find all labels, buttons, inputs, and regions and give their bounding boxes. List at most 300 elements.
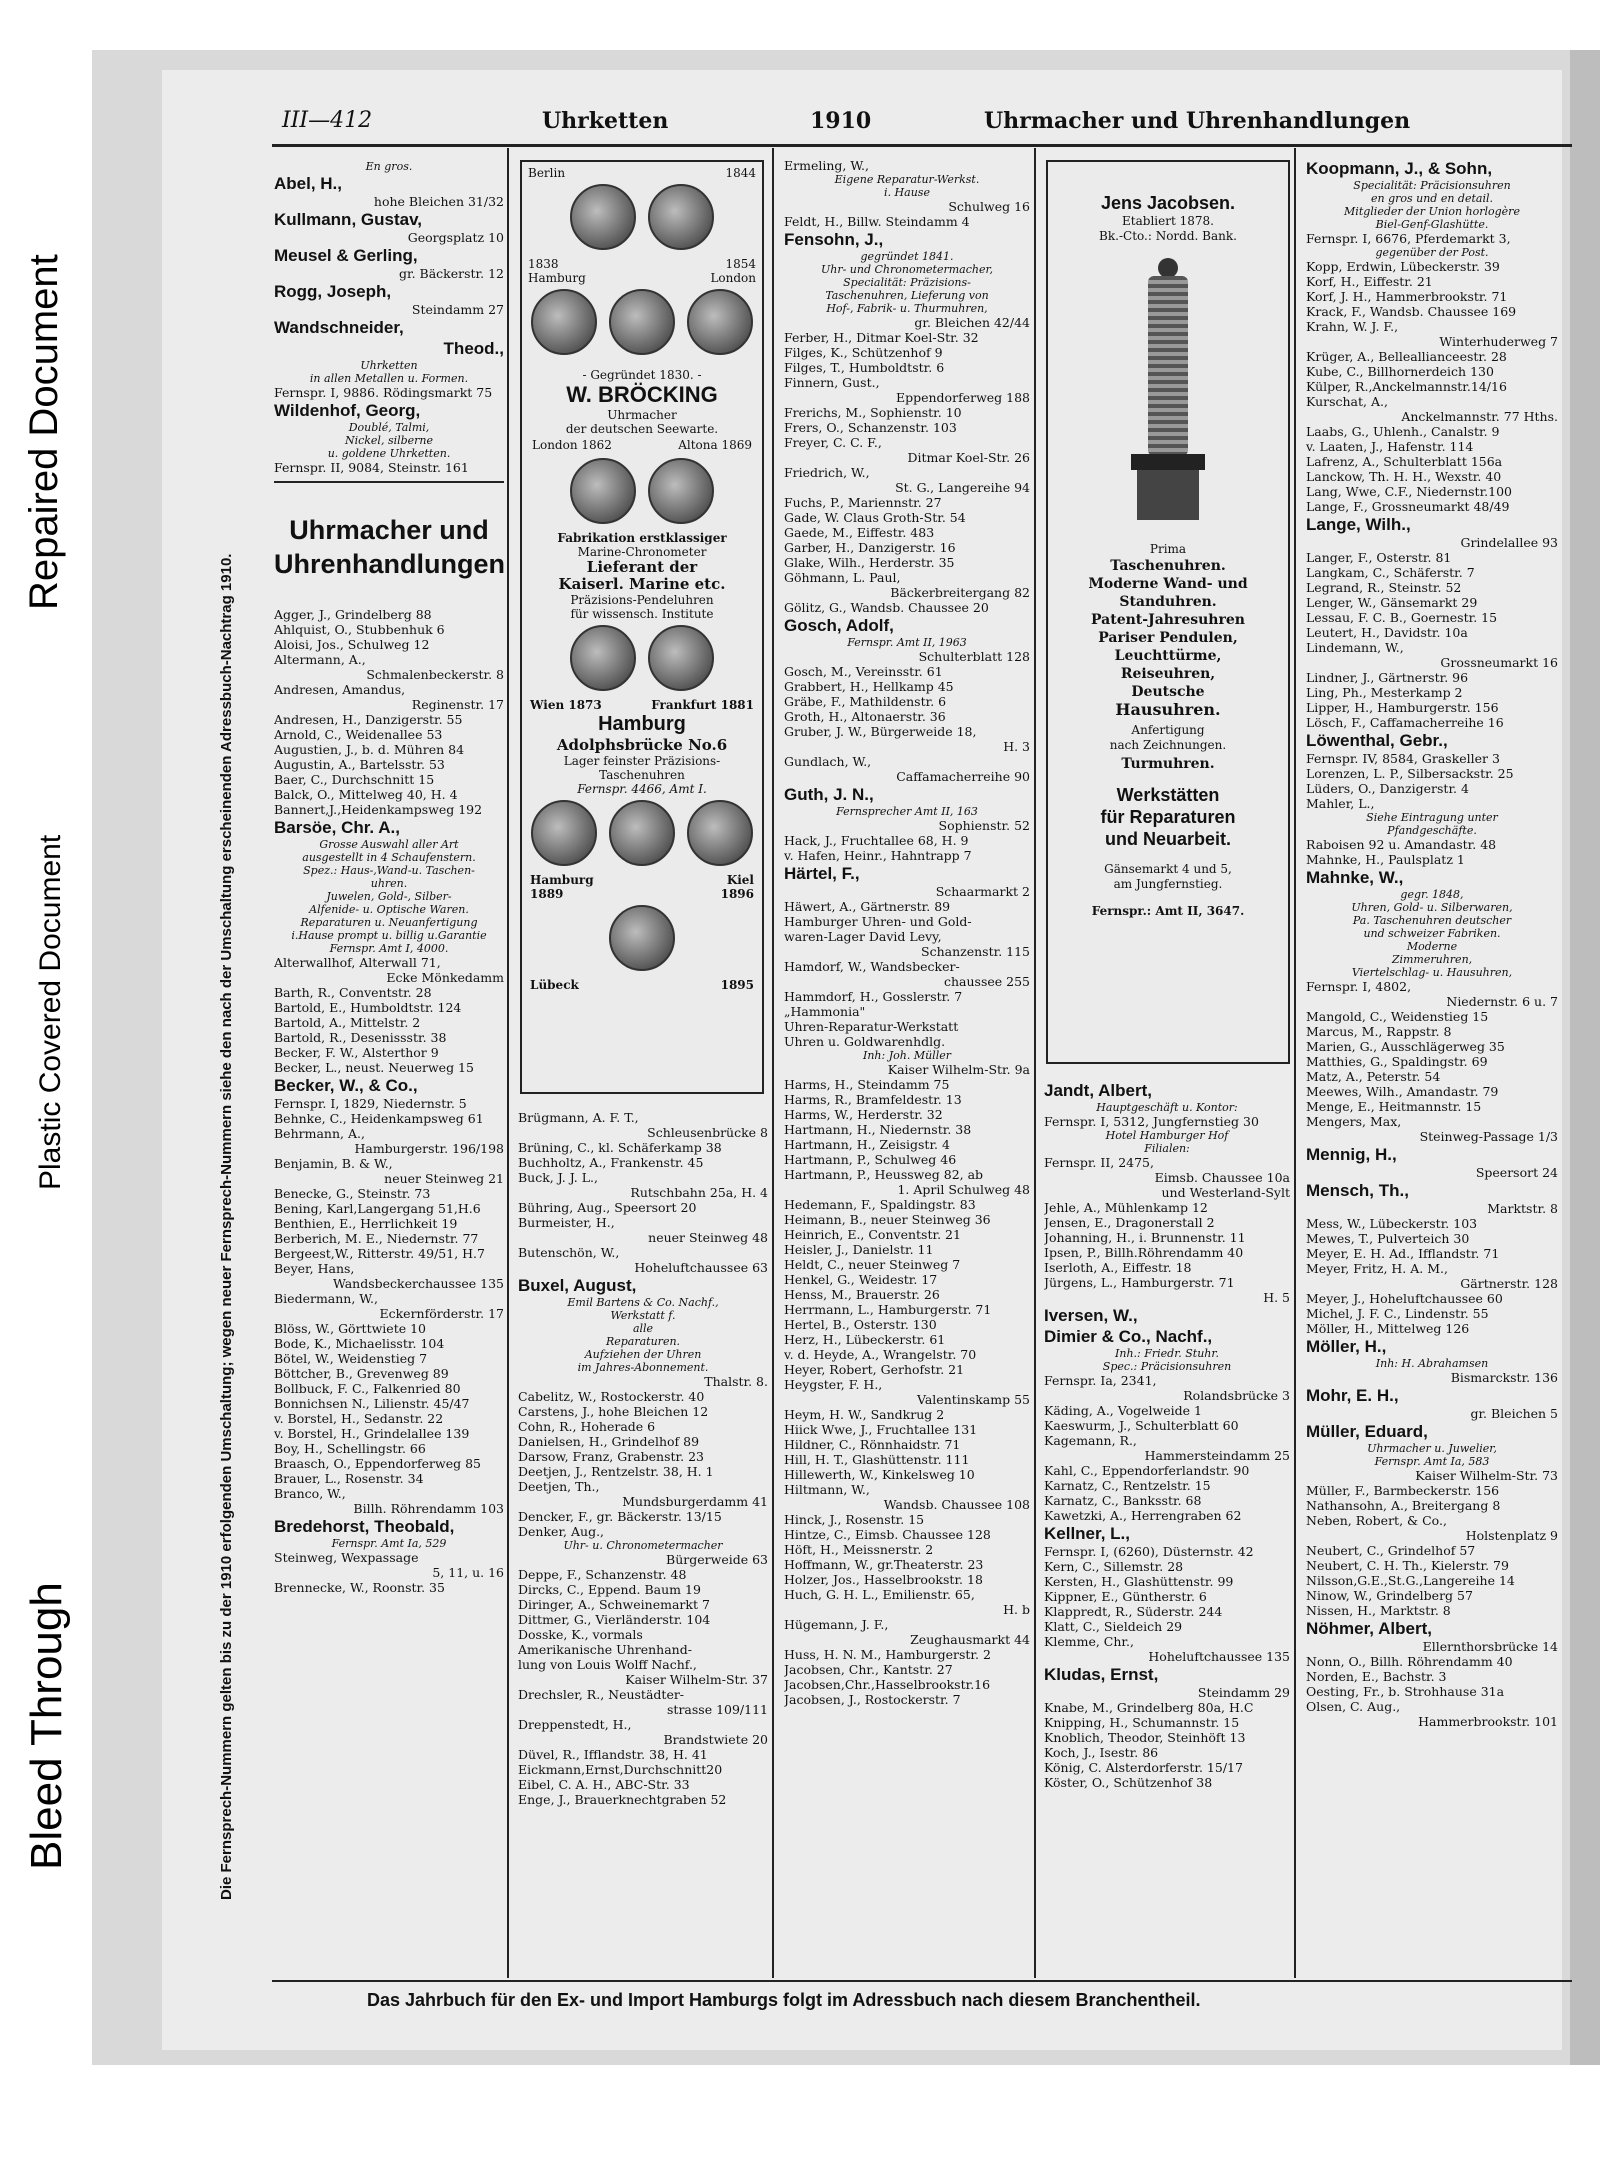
directory-entry: Inh: Joh. Müller: [863, 1049, 951, 1062]
directory-entry: Kaiser Wilhelm-Str. 37: [625, 1672, 768, 1687]
directory-entry: Specialität: Präzisions-: [843, 276, 971, 289]
directory-entry: Harms, R., Bramfeldestr. 13: [784, 1092, 962, 1107]
header-rule: [272, 144, 1572, 147]
directory-entry: Hoheluftchaussee 135: [1148, 1649, 1290, 1664]
directory-entry: Matz, A., Peterstr. 54: [1306, 1069, 1441, 1084]
firm-name: Iversen, W.,: [1044, 1306, 1138, 1325]
directory-entry: Neben, Robert, & Co.,: [1306, 1513, 1447, 1528]
directory-entry: Zeughausmarkt 44: [910, 1632, 1030, 1647]
ad-city-london: London: [710, 271, 756, 285]
directory-entry: Lenger, W., Gänsemarkt 29: [1306, 595, 1478, 610]
directory-entry: Werkstatt f.: [610, 1309, 676, 1322]
directory-entry: Bühring, Aug., Speersort 20: [518, 1200, 697, 1215]
directory-entry: Karnatz, C., Banksstr. 68: [1044, 1493, 1202, 1508]
firm-name: Müller, Eduard,: [1306, 1422, 1428, 1441]
directory-entry: Fernspr. I, 4802,: [1306, 979, 1412, 994]
ad-kiel: Kiel: [726, 873, 754, 887]
ad-established: Etabliert 1878.: [1122, 214, 1214, 228]
directory-entry: hohe Bleichen 31/32: [373, 194, 504, 209]
directory-entry: Henkel, G., Weidestr. 17: [784, 1272, 938, 1287]
directory-entry: Behnke, C., Heidenkampsweg 61: [274, 1111, 484, 1126]
directory-entry: Fernspr. I, (6260), Düsternstr. 42: [1044, 1544, 1254, 1559]
directory-entry: Fernspr. I, 5312, Jungfernstieg 30: [1044, 1114, 1259, 1129]
directory-entry: Lang, Wwe, C.F., Niedernstr.100: [1306, 484, 1513, 499]
directory-entry: Harms, W., Herderstr. 32: [784, 1107, 943, 1122]
firm-name: Gosch, Adolf,: [784, 616, 894, 635]
directory-entry: Nathansohn, A., Breitergang 8: [1306, 1498, 1501, 1513]
directory-entry: Zimmeruhren,: [1391, 953, 1473, 966]
directory-entry: Andresen, H., Danzigerstr. 55: [274, 712, 463, 727]
directory-entry: Georgsplatz 10: [407, 230, 504, 245]
directory-entry: Reparaturen u. Neuanfertigung: [300, 916, 478, 929]
directory-entry: Benjamin, B. & W.,: [274, 1156, 393, 1171]
side-label-strip: [0, 0, 92, 2177]
directory-entry: Lipper, H., Hamburgerstr. 156: [1306, 700, 1499, 715]
directory-entry: Krahn, W. J. F.,: [1306, 319, 1399, 334]
directory-entry: Finnern, Gust.,: [784, 375, 880, 390]
directory-entry: Viertelschlag- u. Hausuhren,: [1351, 966, 1513, 979]
directory-entry: H. 5: [1263, 1290, 1290, 1305]
ad-text: Präzisions-Pendeluhren: [570, 593, 714, 607]
directory-entry: Gruber, J. W., Bürgerweide 18,: [784, 724, 977, 739]
directory-entry: Jensen, E., Dragonerstall 2: [1044, 1215, 1215, 1230]
directory-entry: Branco, W.,: [274, 1486, 346, 1501]
directory-entry: Krack, F., Wandsb. Chaussee 169: [1306, 304, 1517, 319]
directory-entry: Boy, H., Schellingstr. 66: [274, 1441, 426, 1456]
column-1: [274, 160, 504, 1595]
directory-entry: Kern, C., Sillemstr. 28: [1044, 1559, 1184, 1574]
medal-icon: [648, 184, 714, 250]
firm-name: Bredehorst, Theobald,: [274, 1517, 455, 1536]
directory-entry: Raboisen 92 u. Amandastr. 48: [1306, 837, 1497, 852]
directory-entry: Fernspr. I, 9886. Rödingsmarkt 75: [274, 385, 493, 400]
directory-entry: Ling, Ph., Mesterkamp 2: [1306, 685, 1463, 700]
directory-entry: Mess, W., Lübeckerstr. 103: [1306, 1216, 1478, 1231]
firm-name: Fensohn, J.,: [784, 230, 884, 249]
directory-entry: Anckelmannstr. 77 Hths.: [1401, 409, 1558, 424]
ad-year-1889: 1889: [530, 887, 564, 901]
bleed-through-label: Bleed Through: [22, 1582, 71, 1870]
directory-entry: Steindamm 29: [1197, 1685, 1290, 1700]
directory-entry: Jehle, A., Mühlenkamp 12: [1044, 1200, 1208, 1215]
directory-entry: Reginenstr. 17: [411, 697, 504, 712]
directory-entry: Agger, J., Grindelberg 88: [274, 607, 432, 622]
directory-entry: Heyer, Robert, Gerhofstr. 21: [784, 1362, 965, 1377]
firm-name: Mensch, Th.,: [1306, 1181, 1409, 1200]
directory-entry: Neubert, C. H. Th., Kielerstr. 79: [1306, 1558, 1509, 1573]
directory-entry: Heygster, F. H.,: [784, 1377, 883, 1392]
firm-name: Nöhmer, Albert,: [1306, 1619, 1432, 1638]
ad-address: am Jungfernstieg.: [1113, 877, 1223, 891]
directory-entry: Gölitz, G., Wandsb. Chaussee 20: [784, 600, 989, 615]
directory-entry: Langkam, C., Schäferstr. 7: [1306, 565, 1475, 580]
directory-entry: Mahnke, H., Paulsplatz 1: [1306, 852, 1465, 867]
directory-entry: Kurschat, A.,: [1306, 394, 1388, 409]
directory-entry: 1. April Schulweg 48: [897, 1182, 1030, 1197]
page-border: [1570, 50, 1600, 2065]
directory-entry: Langer, F., Osterstr. 81: [1306, 550, 1452, 565]
directory-entry: gegr. 1848,: [1400, 888, 1464, 901]
directory-entry: Kippner, E., Güntherstr. 6: [1044, 1589, 1207, 1604]
ad-text: Anfertigung: [1131, 723, 1205, 737]
directory-entry: Bonnichsen N., Lilienstr. 45/47: [274, 1396, 470, 1411]
directory-entry: Frers, O., Schanzenstr. 103: [784, 420, 957, 435]
ad-product: Moderne Wand- und: [1088, 576, 1248, 592]
directory-entry: Henss, M., Brauerstr. 26: [784, 1287, 940, 1302]
directory-entry: Bismarckstr. 136: [1450, 1370, 1558, 1385]
medal-icon: [687, 289, 753, 355]
directory-entry: Fernspr. I, 6676, Pferdemarkt 3,: [1306, 231, 1511, 246]
ad-product: Patent-Jahresuhren: [1091, 612, 1245, 628]
directory-entry: Enge, J., Brauerknechtgraben 52: [518, 1792, 727, 1807]
firm-name: Löwenthal, Gebr.,: [1306, 731, 1448, 750]
firm-name: Härtel, F.,: [784, 864, 860, 883]
ad-text: Lieferant der: [586, 558, 698, 576]
directory-entry: i.Hause prompt u. billig u.Garantie: [291, 929, 487, 942]
directory-entry: Lindner, J., Gärtnerstr. 96: [1306, 670, 1469, 685]
directory-entry: Andresen, Amandus,: [274, 682, 406, 697]
ad-product: Standuhren.: [1119, 594, 1217, 610]
ad-address: Gänsemarkt 4 und 5,: [1104, 862, 1232, 876]
directory-entry: Schleusenbrücke 8: [647, 1125, 768, 1140]
directory-entry: Legrand, R., Steinstr. 52: [1306, 580, 1462, 595]
directory-entry: Häwert, A., Gärtnerstr. 89: [784, 899, 951, 914]
ad-subtitle: Uhrmacher: [607, 408, 677, 422]
ad-city-hamburg: Hamburg: [528, 271, 586, 285]
directory-entry: v. Borstel, H., Grindelallee 139: [274, 1426, 470, 1441]
directory-entry: Glake, Wilh., Herderstr. 35: [784, 555, 955, 570]
directory-entry: Jacobsen, Chr., Kantstr. 27: [784, 1662, 953, 1677]
directory-entry: Hotel Hamburger Hof: [1105, 1129, 1229, 1142]
directory-entry: Eckernförderstr. 17: [379, 1306, 504, 1321]
directory-entry: Lafrenz, A., Schulterblatt 156a: [1306, 454, 1503, 469]
directory-entry: Hartmann, P., Schulweg 46: [784, 1152, 957, 1167]
directory-entry: Olsen, C. Aug.,: [1306, 1699, 1401, 1714]
directory-entry: Garber, H., Danzigerstr. 16: [784, 540, 956, 555]
directory-entry: Kube, C., Billhornerdeich 130: [1306, 364, 1494, 379]
ad-luebeck: Lübeck: [530, 978, 579, 992]
plastic-covered-label: Plastic Covered Document: [34, 834, 67, 1190]
directory-entry: Höft, H., Meissnerstr. 2: [784, 1542, 934, 1557]
directory-entry: Ditmar Koel-Str. 26: [907, 450, 1030, 465]
directory-entry: Balck, O., Mittelweg 40, H. 4: [274, 787, 458, 802]
directory-entry: Hiltmann, W.,: [784, 1482, 870, 1497]
directory-entry: Hof-, Fabrik- u. Thurmuhren,: [826, 302, 988, 315]
directory-entry: Marktstr. 8: [1487, 1201, 1558, 1216]
directory-entry: Böttcher, B., Grevenweg 89: [274, 1366, 449, 1381]
directory-entry: neuer Steinweg 21: [384, 1171, 504, 1186]
directory-entry: Uhr- und Chronometermacher,: [820, 263, 994, 276]
directory-entry: H. 3: [1003, 739, 1030, 754]
medal-icon: [687, 800, 753, 866]
directory-entry: gr. Bleichen 42/44: [914, 315, 1030, 330]
directory-entry: Schulweg 16: [948, 199, 1030, 214]
firm-name: Koopmann, J., & Sohn,: [1306, 159, 1493, 178]
directory-entry: Grosse Auswahl aller Art: [319, 838, 459, 851]
directory-entry: Meyer, J., Hoheluftchaussee 60: [1306, 1291, 1503, 1306]
footer-rule: [272, 1980, 1572, 1982]
directory-entry: Fernspr. II, 2475,: [1044, 1155, 1154, 1170]
jacobsen-advertisement: [1046, 160, 1290, 1064]
directory-entry: Bürgerweide 63: [666, 1552, 768, 1567]
directory-entry: Buck, J. J. L.,: [518, 1170, 598, 1185]
directory-entry: Kaiser Wilhelm-Str. 73: [1415, 1468, 1558, 1483]
directory-entry: Ellernthorsbrücke 14: [1422, 1639, 1558, 1654]
directory-entry: Brandstwiete 20: [663, 1732, 768, 1747]
directory-entry: Ferber, H., Ditmar Koel-Str. 32: [784, 330, 979, 345]
directory-entry: in allen Metallen u. Formen.: [309, 372, 469, 385]
ad-text: Lager feinster Präzisions-: [563, 754, 721, 768]
directory-entry: chaussee 255: [943, 974, 1030, 989]
directory-entry: Heimann, B., neuer Steinweg 36: [784, 1212, 991, 1227]
directory-entry: Uhren u. Goldwarenhdlg.: [784, 1034, 946, 1049]
column-5: [1306, 158, 1558, 1729]
directory-entry: Hammerbrookstr. 101: [1418, 1714, 1558, 1729]
directory-entry: Möller, H., Mittelweg 126: [1306, 1321, 1470, 1336]
directory-entry: Klappredt, R., Süderstr. 244: [1044, 1604, 1223, 1619]
directory-entry: Uhr- u. Chronometermacher: [563, 1539, 723, 1552]
ad-text: für wissensch. Institute: [570, 607, 714, 621]
medal-icon: [648, 458, 714, 524]
directory-entry: Biedermann, W.,: [274, 1291, 378, 1306]
directory-entry: Kahl, C., Eppendorferlandstr. 90: [1044, 1463, 1250, 1478]
directory-entry: Hinck, J., Rosenstr. 15: [784, 1512, 925, 1527]
directory-entry: Lorenzen, L. P., Silbersackstr. 25: [1306, 766, 1514, 781]
directory-entry: Winterhuderweg 7: [1439, 334, 1558, 349]
directory-entry: Marien, G., Ausschlägerweg 35: [1306, 1039, 1505, 1054]
directory-entry: Ermeling, W.,: [784, 158, 869, 173]
directory-sheet: [162, 70, 1562, 2050]
directory-entry: Freyer, C. C. F.,: [784, 435, 882, 450]
directory-entry: strasse 109/111: [667, 1702, 768, 1717]
directory-entry: Dircks, C., Eppend. Baum 19: [518, 1582, 701, 1597]
directory-entry: Bartold, A., Mittelstr. 2: [274, 1015, 421, 1030]
directory-entry: Filges, T., Humboldtstr. 6: [784, 360, 945, 375]
directory-entry: Buchholtz, A., Frankenstr. 45: [518, 1155, 704, 1170]
directory-entry: Eibel, C. A. H., ABC-Str. 33: [518, 1777, 690, 1792]
ad-text: Prima: [1149, 542, 1187, 556]
directory-entry: Eppendorferweg 188: [895, 390, 1030, 405]
directory-entry: Augustien, J., b. d. Mühren 84: [274, 742, 465, 757]
directory-entry: uhren.: [370, 877, 408, 890]
directory-entry: Pa. Taschenuhren deutscher: [1352, 914, 1512, 927]
directory-entry: Hartmann, H., Zeisigstr. 4: [784, 1137, 950, 1152]
directory-entry: Kaeswurm, J., Schulterblatt 60: [1044, 1418, 1239, 1433]
directory-entry: Valentinskamp 55: [916, 1392, 1030, 1407]
directory-entry: Mewes, T., Pulverteich 30: [1306, 1231, 1470, 1246]
directory-entry: Cohn, R., Hoherade 6: [518, 1419, 656, 1434]
directory-entry: Hartmann, H., Niedernstr. 38: [784, 1122, 972, 1137]
directory-entry: Hoheluftchaussee 63: [634, 1260, 768, 1275]
directory-entry: Diringer, A., Schweinemarkt 7: [518, 1597, 710, 1612]
ad-workshop: und Neuarbeit.: [1104, 829, 1231, 849]
ad-city-berlin: Berlin: [528, 166, 566, 180]
ad-london: London 1862: [532, 438, 612, 452]
directory-entry: Deppe, F., Schanzenstr. 48: [518, 1567, 687, 1582]
directory-entry: Schanzenstr. 115: [921, 944, 1030, 959]
directory-entry: Rolandsbrücke 3: [1183, 1388, 1290, 1403]
directory-entry: Fuchs, P., Mariennstr. 27: [784, 495, 942, 510]
directory-entry: Wandsbeckerchaussee 135: [332, 1276, 504, 1291]
directory-entry: En gros.: [365, 160, 413, 173]
directory-entry: Spec.: Präcisionsuhren: [1102, 1360, 1232, 1373]
directory-entry: Leutert, H., Davidstr. 10a: [1306, 625, 1468, 640]
firm-name: Wildenhof, Georg,: [274, 401, 421, 420]
directory-entry: Schulterblatt 128: [918, 649, 1030, 664]
column-rule-1: [507, 148, 509, 1978]
directory-entry: Hack, J., Fruchtallee 68, H. 9: [784, 833, 969, 848]
directory-entry: Lange, F., Grossneumarkt 48/49: [1306, 499, 1510, 514]
directory-entry: Dittmer, G., Vierländerstr. 104: [518, 1612, 711, 1627]
directory-entry: v. Hafen, Heinr., Hahntrapp 7: [784, 848, 972, 863]
directory-entry: Brennecke, W., Roonstr. 35: [274, 1580, 445, 1595]
directory-entry: Gundlach, W.,: [784, 754, 872, 769]
ad-product: Pariser Pendulen,: [1098, 630, 1238, 646]
section-title: [274, 513, 504, 581]
directory-entry: St. G., Langereihe 94: [895, 480, 1030, 495]
ad-city: Hamburg: [598, 713, 686, 735]
directory-entry: Dosske, K., vormals: [518, 1627, 643, 1642]
directory-entry: waren-Lager David Levy,: [784, 929, 942, 944]
directory-entry: Alfenide- u. Optische Waren.: [309, 903, 469, 916]
directory-entry: Hammersteindamm 25: [1144, 1448, 1290, 1463]
directory-entry: Meewes, Wilh., Amandastr. 79: [1306, 1084, 1499, 1099]
directory-entry: Meyer, Fritz, H. A. M.,: [1306, 1261, 1448, 1276]
medal-icon: [609, 905, 675, 971]
ad-founded: - Gegründet 1830. -: [582, 368, 702, 382]
ad-text: nach Zeichnungen.: [1109, 738, 1227, 752]
directory-entry: i. Hause: [884, 186, 930, 199]
directory-entry: Hamburgerstr. 196/198: [354, 1141, 504, 1156]
directory-entry: Knoblich, Theodor, Steinhöft 13: [1044, 1730, 1246, 1745]
directory-entry: Feldt, H., Billw. Steindamm 4: [784, 214, 970, 229]
directory-entry: Kawetzki, A., Herrengraben 62: [1044, 1508, 1242, 1523]
directory-entry: v. Borstel, H., Sedanstr. 22: [274, 1411, 444, 1426]
directory-entry: Becker, L., neust. Neuerweg 15: [274, 1060, 474, 1075]
directory-entry: Harms, H., Steindamm 75: [784, 1077, 950, 1092]
directory-entry: Uhrketten: [360, 359, 418, 372]
firm-name: Guth, J. N.,: [784, 785, 874, 804]
directory-entry: gegründet 1841.: [860, 250, 954, 263]
directory-entry: Carstens, J., hohe Bleichen 12: [518, 1404, 709, 1419]
directory-entry: Caffamacherreihe 90: [896, 769, 1030, 784]
ad-text: Fabrikation erstklassiger: [557, 531, 727, 545]
directory-entry: Bäckerbreitergang 82: [890, 585, 1030, 600]
directory-entry: Steinweg, Wexpassage: [274, 1550, 419, 1565]
directory-entry: und schweizer Fabriken.: [1363, 927, 1501, 940]
directory-entry: Krüger, A., Belleallianceestr. 28: [1306, 349, 1507, 364]
column-rule-2: [772, 148, 774, 1978]
directory-entry: Benecke, G., Steinstr. 73: [274, 1186, 431, 1201]
directory-entry: Frerichs, M., Sophienstr. 10: [784, 405, 962, 420]
firm-name: Buxel, August,: [518, 1276, 637, 1295]
directory-entry: Uhren, Gold- u. Silberwaren,: [1351, 901, 1513, 914]
directory-entry: Fernspr. Amt Ia, 583: [1374, 1455, 1490, 1468]
directory-entry: Hiick Wwe, J., Fruchtallee 131: [784, 1422, 978, 1437]
ad-workshop: Werkstätten: [1116, 785, 1220, 805]
directory-entry: Düvel, R., Ifflandstr. 38, H. 41: [518, 1747, 708, 1762]
directory-entry: Oesting, Fr., b. Strohhause 31a: [1306, 1684, 1505, 1699]
directory-entry: Nonn, O., Billh. Röhrendamm 40: [1306, 1654, 1513, 1669]
directory-entry: Alterwallhof, Alterwall 71,: [274, 955, 441, 970]
directory-entry: u. goldene Uhrketten.: [327, 447, 451, 460]
directory-entry: Eickmann,Ernst,Durchschnitt20: [518, 1762, 723, 1777]
directory-entry: v. d. Heyde, A., Wrangelstr. 70: [784, 1347, 977, 1362]
directory-entry: en gros und en detail.: [1370, 192, 1493, 205]
ad-workshop: für Reparaturen: [1100, 807, 1236, 827]
directory-entry: 5, 11, u. 16: [432, 1565, 504, 1580]
directory-entry: Bergeest,W., Ritterstr. 49/51, H.7: [274, 1246, 485, 1261]
directory-entry: Koch, J., Isestr. 86: [1044, 1745, 1159, 1760]
ad-hamburg: Hamburg: [530, 873, 594, 887]
firm-name: Dimier & Co., Nachf.,: [1044, 1327, 1213, 1346]
directory-entry: Dreppenstedt, H.,: [518, 1717, 632, 1732]
directory-entry: Grabbert, H., Hellkamp 45: [784, 679, 954, 694]
directory-entry: Kagemann, R.,: [1044, 1433, 1137, 1448]
directory-entry: Inh: H. Abrahamsen: [1375, 1357, 1489, 1370]
directory-entry: Mengers, Max,: [1306, 1114, 1402, 1129]
clock-tower-icon: [1123, 258, 1213, 528]
column-rule-3: [1034, 148, 1036, 1978]
firm-name: Wandschneider,: [274, 318, 404, 337]
medal-icon: [570, 184, 636, 250]
directory-entry: Korf, H., Eiffestr. 21: [1306, 274, 1433, 289]
directory-entry: Butenschön, W.,: [518, 1245, 620, 1260]
directory-entry: Hillewerth, W., Kinkelsweg 10: [784, 1467, 975, 1482]
directory-entry: Fernsprecher Amt II, 163: [836, 805, 978, 818]
directory-entry: Inh.: Friedr. Stuhr.: [1115, 1347, 1219, 1360]
section-title-line-1: Uhrmacher und: [289, 515, 489, 545]
directory-entry: Schmalenbeckerstr. 8: [366, 667, 504, 682]
directory-entry: Braasch, O., Eppendorferweg 85: [274, 1456, 481, 1471]
directory-entry: Billh. Röhrendamm 103: [353, 1501, 504, 1516]
directory-entry: Grindelallee 93: [1460, 535, 1558, 550]
directory-entry: Kopp, Erdwin, Lübeckerstr. 39: [1306, 259, 1500, 274]
directory-entry: v. Laaten, J., Hafenstr. 114: [1306, 439, 1474, 454]
phone-number-notice: Die Fernsprech-Nummern gelten bis zu der 1910 erfolgenden Umschaltung; wegen neuer Fernsprech-Nummern siehe den nach der Umschaltung erscheinenden Adressbuch-Nachtrag 1910.: [218, 553, 235, 1900]
directory-entry: Köster, O., Schützenhof 38: [1044, 1775, 1213, 1790]
directory-entry: Specialität: Präcisionsuhren: [1353, 179, 1511, 192]
directory-entry: Hildner, C., Rönnhaidstr. 71: [784, 1437, 961, 1452]
ad-year-1838: 1838: [528, 257, 559, 271]
directory-entry: Fernspr. Ia, 2341,: [1044, 1373, 1157, 1388]
directory-entry: Norden, E., Bachstr. 3: [1306, 1669, 1447, 1684]
directory-entry: Fernspr. Amt Ia, 529: [331, 1537, 447, 1550]
directory-entry: Heldt, C., neuer Steinweg 7: [784, 1257, 961, 1272]
directory-entry: Pfandgeschäfte.: [1387, 824, 1477, 837]
directory-entry: Gärtnerstr. 128: [1460, 1276, 1558, 1291]
directory-entry: Johanning, H., i. Brunnenstr. 11: [1044, 1230, 1246, 1245]
directory-entry: Aloisi, Jos., Schulweg 12: [274, 637, 430, 652]
ad-text: Kaiserl. Marine etc.: [558, 575, 726, 593]
directory-entry: im Jahres-Abonnement.: [577, 1361, 709, 1374]
directory-entry: Sophienstr. 52: [938, 818, 1030, 833]
header-left-title: Uhrketten: [542, 108, 669, 134]
directory-entry: Gosch, M., Vereinsstr. 61: [784, 664, 943, 679]
directory-entry: Dencker, F., gr. Bäckerstr. 13/15: [518, 1509, 722, 1524]
directory-entry: Darsow, Franz, Grabenstr. 23: [518, 1449, 704, 1464]
column-rule-4: [1294, 148, 1296, 1978]
ad-subtitle: der deutschen Seewarte.: [565, 422, 719, 436]
directory-entry: Schaarmarkt 2: [935, 884, 1030, 899]
directory-entry: Arnold, C., Weidenallee 53: [274, 727, 443, 742]
directory-entry: Drechsler, R., Neustädter-: [518, 1687, 685, 1702]
directory-entry: Brauer, L., Rosenstr. 34: [274, 1471, 424, 1486]
directory-entry: Lindemann, W.,: [1306, 640, 1404, 655]
directory-entry: Hedemann, F., Spaldingstr. 83: [784, 1197, 976, 1212]
directory-entry: Külper, R.,Anckelmannstr.14/16: [1306, 379, 1507, 394]
directory-entry: Becker, F. W., Alsterthor 9: [274, 1045, 439, 1060]
